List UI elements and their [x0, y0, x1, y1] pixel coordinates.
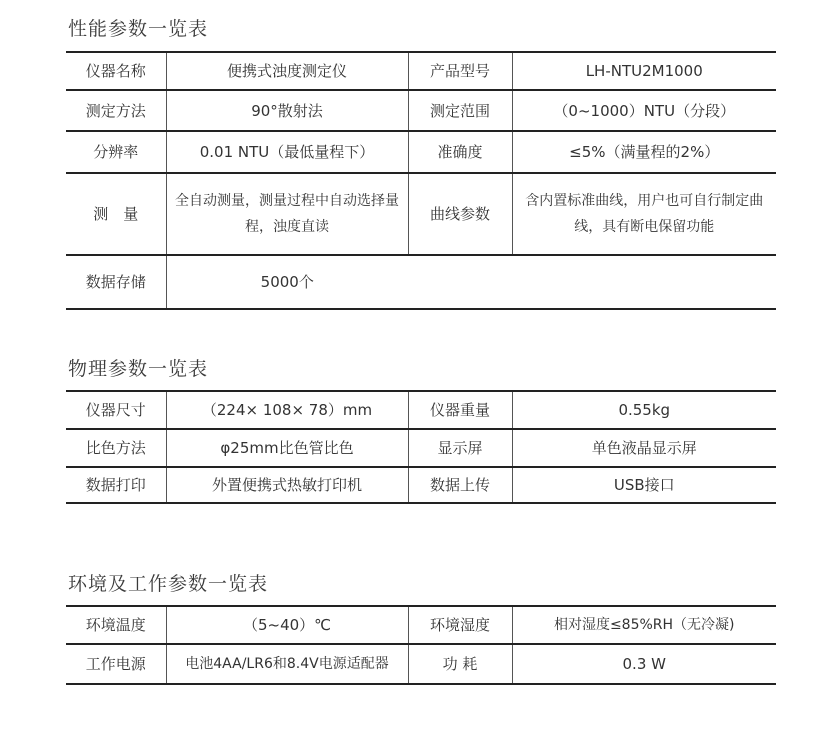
table-row: [66, 391, 776, 429]
table-cell-value: 90°散射法: [166, 90, 408, 131]
table-cell-value: ≤5%（满量程的2%）: [512, 131, 776, 173]
table-cell-value: 0.55kg: [512, 391, 776, 429]
table-cell-label: 环境温度: [66, 606, 166, 644]
performance-table: [66, 51, 776, 310]
table-cell-value: 全自动测量，测量过程中自动选择量程，浊度直读: [166, 173, 408, 255]
table-cell-label: 仪器尺寸: [66, 391, 166, 429]
performance-section-title: 性能参数一览表: [68, 18, 209, 40]
table-cell-value: 0.01 NTU（最低量程下）: [166, 131, 408, 173]
table-row: [66, 173, 776, 255]
table-cell-value: 0.3 W: [512, 644, 776, 684]
table-cell-value: 5000个: [166, 255, 408, 309]
table-cell-label: 曲线参数: [408, 173, 512, 255]
table-cell-label: 测 量: [66, 173, 166, 255]
table-cell-label: 分辨率: [66, 131, 166, 173]
table-row: [66, 255, 776, 309]
table-cell-label: 测定范围: [408, 90, 512, 131]
table-cell-label: 工作电源: [66, 644, 166, 684]
table-row: [66, 52, 776, 90]
physical-section-title: 物理参数一览表: [68, 358, 209, 380]
table-cell-label: 准确度: [408, 131, 512, 173]
environment-table: [66, 605, 776, 685]
table-cell-label: 数据上传: [408, 467, 512, 503]
table-row: [66, 467, 776, 503]
table-cell-value: 外置便携式热敏打印机: [166, 467, 408, 503]
table-cell-value: 电池4AA/LR6和8.4V电源适配器: [166, 644, 408, 684]
table-cell-label: 比色方法: [66, 429, 166, 467]
table-cell-value: φ25mm比色管比色: [166, 429, 408, 467]
table-cell-value: 单色液晶显示屏: [512, 429, 776, 467]
table-cell-value: 相对湿度≤85%RH（无冷凝): [512, 606, 776, 644]
table-cell-value: （5~40）℃: [166, 606, 408, 644]
table-cell-value: （0~1000）NTU（分段）: [512, 90, 776, 131]
physical-table: [66, 390, 776, 504]
table-cell-label: 环境湿度: [408, 606, 512, 644]
table-cell-value: 含内置标准曲线，用户也可自行制定曲线，具有断电保留功能: [512, 173, 776, 255]
table-cell-label: 测定方法: [66, 90, 166, 131]
table-cell-label: 仪器名称: [66, 52, 166, 90]
table-row: [66, 429, 776, 467]
table-row: [66, 90, 776, 131]
table-cell-label: 产品型号: [408, 52, 512, 90]
table-cell-value: 便携式浊度测定仪: [166, 52, 408, 90]
table-cell-empty: [408, 255, 776, 309]
table-cell-value: （224× 108× 78）mm: [166, 391, 408, 429]
table-row: [66, 131, 776, 173]
table-cell-label: 显示屏: [408, 429, 512, 467]
table-cell-value: USB接口: [512, 467, 776, 503]
environment-section-title: 环境及工作参数一览表: [68, 573, 269, 595]
table-cell-label: 数据存储: [66, 255, 166, 309]
table-cell-label: 仪器重量: [408, 391, 512, 429]
table-cell-label: 数据打印: [66, 467, 166, 503]
table-cell-label: 功 耗: [408, 644, 512, 684]
table-row: [66, 606, 776, 644]
table-row: [66, 644, 776, 684]
table-cell-value: LH-NTU2M1000: [512, 52, 776, 90]
